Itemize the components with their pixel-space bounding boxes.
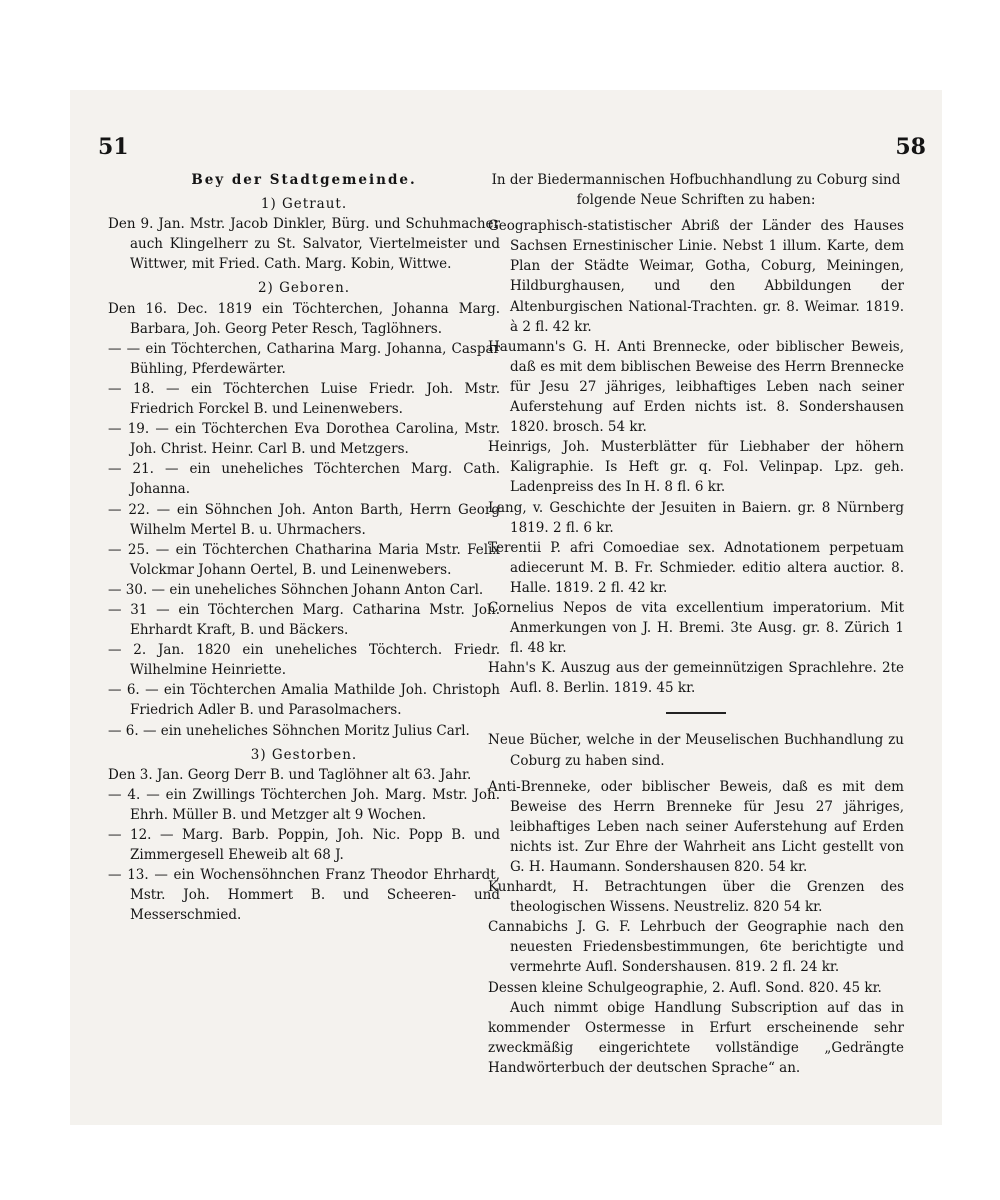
register-entry: — 21. — ein uneheliches Töchterchen Marg. Cath. Johanna. (108, 461, 500, 498)
book-listing: Geographisch-statistischer Abriß der Länder des Hauses Sachsen Ernestinischer Linie. Nebst 1 illum. Karte, dem Plan der Städte Weimar, Gotha, Coburg, Meiningen, Hildburghausen, und den Abbildungen der Altenburgischen National-Trachten. gr. 8. Weimar. 1819. à 2 fl. 42 kr. (488, 218, 904, 335)
book-listing: Haumann's G. H. Anti Brennecke, oder biblischer Beweis, daß es mit dem biblischen Beweise des Herrn Brennecke für Jesu 27 jähriges, leibhaftiges Leben nach seiner Auferstehung auf Erden nichts ist. 8. Sondershausen 1820. brosch. 54 kr. (488, 338, 904, 436)
register-entry: Den 3. Jan. Georg Derr B. und Taglöhner alt 63. Jahr. (108, 766, 472, 783)
register-entry: — 6. — ein uneheliches Söhnchen Moritz Julius Carl. (108, 722, 470, 739)
subheading-married: 1) Getraut. (260, 196, 348, 213)
left-page-number: 51 (98, 134, 129, 160)
register-entry: — 30. — ein uneheliches Söhnchen Johann Anton Carl. (108, 581, 484, 598)
book-listing: Terentii P. afri Comoediae sex. Adnotationem perpetuam adiecerunt M. B. Fr. Schmieder. editio altera auctior. 8. Halle. 1819. 2 fl. 42 kr. (488, 539, 904, 596)
right-column (488, 170, 904, 1078)
register-entry: — 6. — ein Töchterchen Amalia Mathilde Joh. Christoph Friedrich Adler B. und Parasolmachers. (108, 682, 500, 719)
bookshop-intro: In der Biedermannischen Hofbuchhandlung zu Coburg sind folgende Neue Schriften zu haben: (491, 172, 901, 209)
book-listing: Cannabichs J. G. F. Lehrbuch der Geographie nach den neuesten Friedensbestimmungen, 6te berichtigte und vermehrte Aufl. Sondershausen. 819. 2 fl. 24 kr. (488, 919, 904, 976)
register-entry: — 31 — ein Töchterchen Marg. Catharina Mstr. Joh. Ehrhardt Kraft, B. und Bäckers. (108, 601, 500, 639)
book-listing: Dessen kleine Schulgeographie, 2. Aufl. Sond. 820. 45 kr. (488, 979, 882, 996)
right-page-number: 58 (895, 134, 926, 160)
register-entry: — 22. — ein Söhnchen Joh. Anton Barth, Herrn Georg Wilhelm Mertel B. u. Uhrmachers. (108, 501, 500, 538)
register-entry: — 4. — ein Zwillings Töchterchen Joh. Marg. Mstr. Joh. Ehrh. Müller B. und Metzger alt 9 Wochen. (108, 786, 500, 823)
book-listing: Cornelius Nepos de vita excellentium imperatorium. Mit Anmerkungen von J. H. Bremi. 3te Ausg. gr. 8. Zürich 1 fl. 48 kr. (488, 599, 904, 657)
book-listing: Kunhardt, H. Betrachtungen über die Grenzen des theologischen Wissens. Neustreliz. 820 54 kr. (488, 879, 904, 916)
register-entry: Den 9. Jan. Mstr. Jacob Dinkler, Bürg. und Schuhmacher auch Klingelherr zu St. Salvator, Viertelmeister und Wittwer, mit Fried. Cath. Marg. Kobin, Wittwe. (108, 216, 500, 273)
register-entry: — 18. — ein Töchterchen Luise Friedr. Joh. Mstr. Friedrich Forckel B. und Leinenwebers. (108, 380, 500, 418)
subheading-born: 2) Geboren. (257, 280, 351, 297)
book-listing: Heinrigs, Joh. Musterblätter für Liebhaber der höhern Kaligraphie. Is Heft gr. q. Fol. Velinpap. Lpz. geh. Ladenpreiss des In H. 8 fl. 6 kr. (488, 439, 904, 496)
register-entry: — 2. Jan. 1820 ein uneheliches Töchterch. Friedr. Wilhelmine Heinriette. (108, 642, 500, 679)
register-entry: — 13. — ein Wochensöhnchen Franz Theodor Ehrhardt, Mstr. Joh. Hommert B. und Scheeren- und Messerschmied. (108, 867, 500, 924)
register-entry: — 12. — Marg. Barb. Poppin, Joh. Nic. Popp B. und Zimmergesell Eheweib alt 68 J. (108, 827, 500, 864)
subheading-died: 3) Gestorben. (250, 746, 358, 763)
subscription-notice: Auch nimmt obige Handlung Subscription auf das in kommender Ostermesse in Erfurt erscheinende sehr zweckmäßig eingerichtete vollständige „Gedrängte Handwörterbuch der deutschen Sprache“ an. (488, 999, 904, 1076)
register-entry: — 19. — ein Töchterchen Eva Dorothea Carolina, Mstr. Joh. Christ. Heinr. Carl B. und Metzgers. (108, 421, 500, 458)
register-entry: — 25. — ein Töchterchen Chatharina Maria Mstr. Felix Volckmar Johann Oertel, B. und Leinenwebers. (108, 541, 500, 578)
bookshop-intro-2: Neue Bücher, welche in der Meuselischen Buchhandlung zu Coburg zu haben sind. (488, 732, 904, 769)
register-entry: — — ein Töchterchen, Catharina Marg. Johanna, Caspar Bühling, Pferdewärter. (108, 340, 500, 377)
section-divider (666, 712, 726, 714)
book-listing: Anti-Brenneke, oder biblischer Beweis, daß es mit dem Beweise des Herrn Brenneke für Jesu 27 jähriges, leibhaftiges Leben nach seiner Auferstehung auf Erden nichts ist. Zur Ehre der Wahrheit ans Licht gestellt von G. H. Haumann. Sondershausen 820. 54 kr. (488, 778, 904, 875)
book-listing: Hahn's K. Auszug aus der gemeinnützigen Sprachlehre. 2te Aufl. 8. Berlin. 1819. 45 kr. (488, 660, 904, 697)
section-heading: Bey der Stadtgemeinde. (191, 172, 417, 188)
book-listing: Lang, v. Geschichte der Jesuiten in Baiern. gr. 8 Nürnberg 1819. 2 fl. 6 kr. (488, 499, 904, 536)
newspaper-page (70, 90, 942, 1125)
register-entry: Den 16. Dec. 1819 ein Töchterchen, Johanna Marg. Barbara, Joh. Georg Peter Resch, Taglöhners. (108, 300, 500, 337)
left-column (108, 170, 500, 925)
